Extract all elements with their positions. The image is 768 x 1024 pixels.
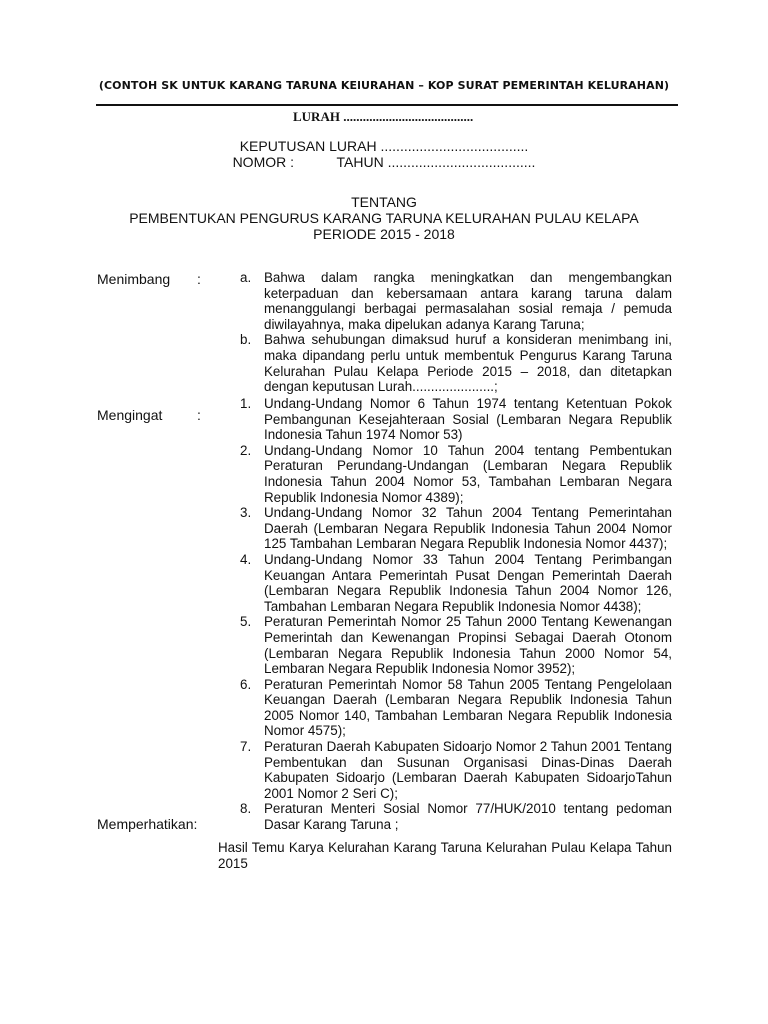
list-marker: 4.	[240, 551, 252, 567]
decree-title: KEPUTUSAN LURAH ......................................	[239, 138, 529, 154]
mengingat-item	[240, 396, 672, 443]
list-item-text: Peraturan Pemerintah Nomor 25 Tahun 2000 Tentang Kewenangan Pemerintah dan Kewenangan Propinsi Sebagai Daerah Otonom (Lembaran Negara Republik Indonesia Tahun 2000 Nomor 54, Lembaran Negara Republik Indonesia Nomor 3952);	[264, 614, 672, 677]
letterhead-note: (CONTOH SK UNTUK KARANG TARUNA KElURAHAN – KOP SURAT PEMERINTAH KELURAHAN)	[98, 79, 670, 92]
mengingat-label: Mengingat	[97, 407, 163, 423]
decree-period: PERIODE 2015 - 2018	[313, 226, 455, 242]
mengingat-colon: :	[197, 407, 201, 423]
mengingat-list	[240, 396, 672, 833]
menimbang-colon: :	[197, 271, 201, 287]
menimbang-list	[240, 270, 672, 395]
list-marker: 6.	[240, 676, 252, 692]
decree-title-block	[0, 138, 768, 170]
mengingat-item	[240, 739, 672, 801]
list-item-text: Undang-Undang Nomor 32 Tahun 2004 Tentang Pemerintahan Daerah (Lembaran Negara Republik Indonesia Tahun 2004 Nomor 125 Tambahan Lembaran Negara Republik Indonesia Nomor 4437);	[264, 505, 672, 552]
mengingat-item	[240, 505, 672, 552]
lurah-heading: LURAH ........................................	[293, 109, 474, 124]
memperhatikan-text: Hasil Temu Karya Kelurahan Karang Taruna Kelurahan Pulau Kelapa Tahun 2015	[218, 840, 672, 871]
list-marker: 2.	[240, 442, 252, 458]
list-item-text: Bahwa dalam rangka meningkatkan dan mengembangkan keterpaduan dan kebersamaan antara karang taruna dalam menanggulangi berbagai permasalahan sosial remaja / pemuda diwilayahnya, maka dipelukan adanya Karang Taruna;	[264, 270, 672, 332]
menimbang-label: Menimbang	[97, 271, 171, 287]
list-item-text: Undang-Undang Nomor 6 Tahun 1974 tentang Ketentuan Pokok Pembangunan Kesejahteraan Sosial (Lembaran Negara Republik Indonesia Tahun 1974 Nomor 53)	[264, 396, 672, 443]
menimbang-item	[240, 270, 672, 332]
decree-subject: PEMBENTUKAN PENGURUS KARANG TARUNA KELURAHAN PULAU KELAPA	[129, 210, 639, 226]
menimbang-item	[240, 332, 672, 394]
list-marker: b.	[240, 332, 252, 348]
list-item-text: Peraturan Daerah Kabupaten Sidoarjo Nomor 2 Tahun 2001 Tentang Pembentukan dan Susunan Organisasi Dinas-Dinas Daerah Kabupaten Sidoarjo (Lembaran Daerah Kabupaten SidoarjoTahun 2001 Nomor 2 Seri C);	[264, 739, 672, 801]
list-marker: a.	[240, 270, 252, 285]
mengingat-item	[240, 443, 672, 505]
list-marker: 3.	[240, 505, 252, 521]
memperhatikan-label: Memperhatikan:	[97, 816, 198, 832]
list-item-text: Peraturan Pemerintah Nomor 58 Tahun 2005 Tentang Pengelolaan Keuangan Daerah (Lembaran Negara Republik Indonesia Tahun 2005 Nomor 140, Tambahan Lembaran Negara Republik Indonesia Nomor 4575);	[264, 676, 672, 739]
list-item-text: Undang-Undang Nomor 33 Tahun 2004 Tentang Perimbangan Keuangan Antara Pemerintah Pusat Dengan Pemerintah Daerah (Lembaran Negara Republik Indonesia Tahun 2004 Nomor 126, Tambahan Lembaran Negara Republik Indonesia Nomor 4438);	[264, 551, 672, 614]
list-marker: 1.	[240, 396, 252, 411]
list-marker: 7.	[240, 739, 252, 755]
list-item-text: Undang-Undang Nomor 10 Tahun 2004 tentang Pembentukan Peraturan Perundang-Undangan (Lembaran Negara Republik Indonesia Tahun 2004 Nomor 53, Tambahan Lembaran Negara Republik Indonesia Nomor 4389);	[264, 442, 672, 505]
tentang-heading: TENTANG	[351, 194, 417, 210]
list-item-text: Bahwa sehubungan dimaksud huruf a konsideran menimbang ini, maka dipandang perlu untuk membentuk Pengurus Karang Taruna Kelurahan Pulau Kelapa Periode 2015 – 2018, dan ditetapkan dengan keputusan Lurah......................;	[264, 332, 672, 395]
mengingat-item	[240, 801, 672, 832]
mengingat-item	[240, 677, 672, 739]
mengingat-item	[240, 614, 672, 676]
mengingat-item	[240, 552, 672, 614]
list-marker: 5.	[240, 614, 252, 630]
decree-number: NOMOR : TAHUN ......................................	[232, 154, 536, 170]
letterhead-rule	[96, 104, 678, 106]
decree-subject-block	[0, 194, 768, 242]
list-marker: 8.	[240, 801, 252, 817]
list-item-text: Peraturan Menteri Sosial Nomor 77/HUK/2010 tentang pedoman Dasar Karang Taruna ;	[264, 801, 672, 833]
